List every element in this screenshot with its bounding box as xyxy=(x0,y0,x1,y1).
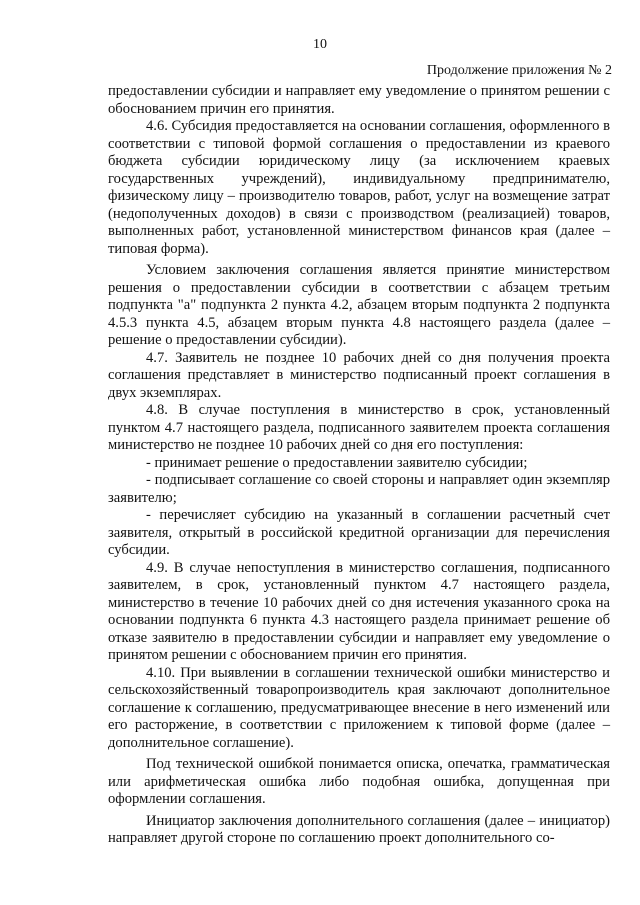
paragraph-4-8: 4.8. В случае поступления в министерство в срок, установленный пунктом 4.7 настоящего раздела, подписанного заявителем проекта соглашения министерство не позднее 10 рабочих дней со дня его поступления: xyxy=(108,402,610,453)
list-item-decision: - принимает решение о предоставлении заявителю субсидии; xyxy=(146,454,528,471)
list-item-sign: - подписывает соглашение со своей стороны и направляет один экземпляр заявителю; xyxy=(108,472,610,506)
appendix-continuation-label: Продолжение приложения № 2 xyxy=(426,63,612,78)
paragraph-4-6: 4.6. Субсидия предоставляется на основании соглашения, оформленного в соответствии с типовой формой соглашения о предоставлении из краевого бюджета субсидии юридическому лицу (за исключением краевых государственных учреждений), индивидуальному предпринимателю, физическому лицу – производителю товаров, работ, услуг на возмещение затрат (недополученных доходов) в связи с производством (реализацией) товаров, выполненных работ, установленной министерством финансов края (далее – типовая форма). xyxy=(108,118,610,257)
paragraph-continued: предоставлении субсидии и направляет ему уведомление о принятом решении с обоснованием причин его принятия. xyxy=(108,83,610,117)
paragraph-4-7: 4.7. Заявитель не позднее 10 рабочих дней со дня получения проекта соглашения представляет в министерство подписанный проект соглашения в двух экземплярах. xyxy=(108,349,610,401)
paragraph-condition: Условием заключения соглашения является принятие министерством решения о предоставлении субсидии в соответствии с абзацем третьим подпункта "а" подпункта 2 пункта 4.2, абзацем вторым подпункта 2 подпункта 4.5.3 пункта 4.5, абзацем вторым пункта 4.8 настоящего раздела (далее – решение о предоставлении субсидии). xyxy=(108,262,610,348)
paragraph-initiator: Инициатор заключения дополнительного соглашения (далее – инициатор) направляет другой стороне по соглашению проект дополнительного со- xyxy=(108,812,610,846)
list-item-transfer: - перечисляет субсидию на указанный в соглашении расчетный счет заявителя, открытый в российской кредитной организации для перечисления субсидии. xyxy=(108,507,610,558)
page-number: 10 xyxy=(313,37,327,52)
paragraph-technical-error: Под технической ошибкой понимается описка, опечатка, грамматическая или арифметическая ошибка либо подобная ошибка, допущенная при оформлении соглашения. xyxy=(108,756,610,807)
document-body xyxy=(108,83,610,848)
paragraph-4-9: 4.9. В случае непоступления в министерство соглашения, подписанного заявителем, в срок, установленный пунктом 4.7 настоящего раздела, министерство в течение 10 рабочих дней со дня истечения указанного срока на основании подпункта 6 пункта 4.3 настоящего раздела принимает решение об отказе заявителю в предоставлении субсидии и направляет ему уведомление о принятом решении с обоснованием причин его принятия. xyxy=(108,559,610,663)
paragraph-4-10: 4.10. При выявлении в соглашении технической ошибки министерство и сельскохозяйственный товаропроизводитель края заключают дополнительное соглашение к соглашению, предусматривающее внесение в него изменений или его расторжение, в соответствии с приложением к типовой форме (далее – дополнительное соглашение). xyxy=(108,664,610,751)
